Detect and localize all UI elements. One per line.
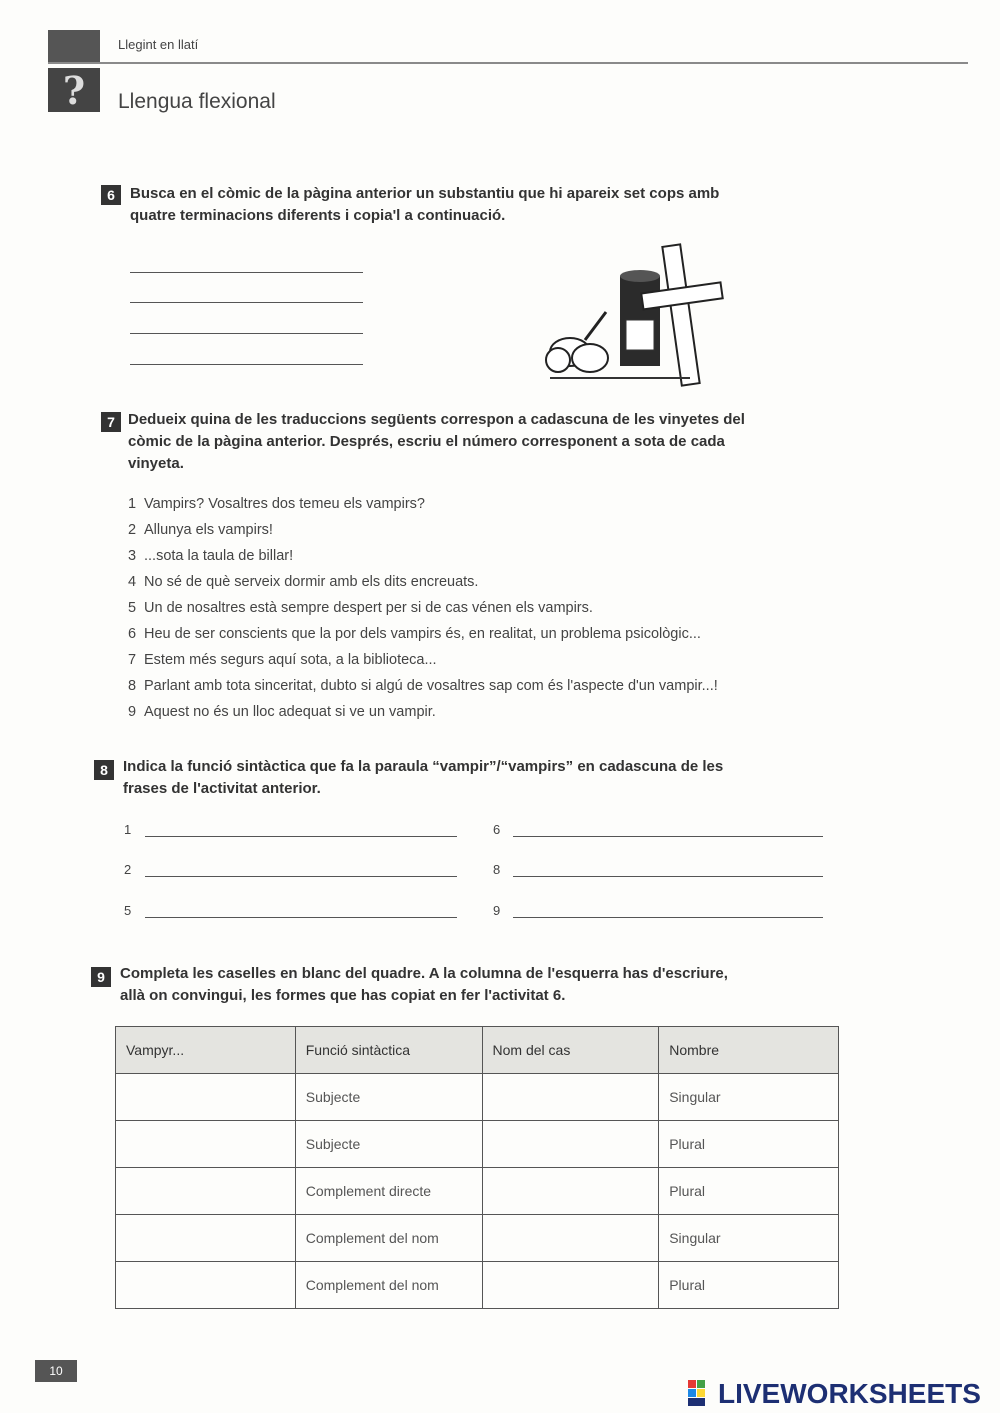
- question-7-line-1: Dedueix quina de les traduccions següents correspon a cadascuna de les vinyetes del: [128, 411, 745, 428]
- question-9-line-1: Completa les caselles en blanc del quadre. A la columna de l'esquerra has d'escriure,: [120, 965, 728, 982]
- svg-text:?: ?: [62, 68, 86, 112]
- vampyr-input-cell[interactable]: [116, 1215, 296, 1262]
- list-item: 8 Parlant amb tota sinceritat, dubto si algú de vosaltres sap com és l'aspecte d'un vampir...!: [128, 678, 718, 694]
- list-item: 6 Heu de ser conscients que la por dels vampirs és, en realitat, un problema psicològic...: [128, 626, 701, 642]
- question-9-text: [120, 963, 728, 1007]
- header-nombre: Nombre: [659, 1027, 839, 1074]
- answer-line-6-3[interactable]: [130, 333, 363, 334]
- blank-label: 8: [493, 862, 501, 877]
- list-item: 5 Un de nosaltres està sempre despert per si de cas vénen els vampirs.: [128, 600, 593, 616]
- header-vampyr: Vampyr...: [116, 1027, 296, 1074]
- answer-line-8-1[interactable]: [145, 836, 457, 837]
- funcio-cell: Complement directe: [295, 1168, 482, 1215]
- question-9-number: 9: [91, 967, 111, 987]
- question-mark-icon: [48, 68, 100, 112]
- question-6-number: 6: [101, 185, 121, 205]
- table-row: [116, 1215, 839, 1262]
- funcio-cell: Subjecte: [295, 1074, 482, 1121]
- table-row: [116, 1262, 839, 1309]
- blank-label: 6: [493, 822, 501, 837]
- question-8-number: 8: [94, 760, 114, 780]
- question-7-text: [128, 409, 745, 475]
- question-9-line-2: allà on convingui, les formes que has copiat en fer l'activitat 6.: [120, 987, 566, 1004]
- list-item: 2 Allunya els vampirs!: [128, 522, 273, 538]
- funcio-cell: Complement del nom: [295, 1215, 482, 1262]
- question-7-line-3: vinyeta.: [128, 455, 184, 472]
- question-8-line-1: Indica la funció sintàctica que fa la paraula “vampir”/“vampirs” en cadascuna de les: [123, 758, 724, 775]
- answer-line-8-6[interactable]: [513, 836, 823, 837]
- table-header-row: [116, 1027, 839, 1074]
- answer-line-8-9[interactable]: [513, 917, 823, 918]
- brand-name: LIVEWORKSHEETS: [718, 1378, 981, 1409]
- vampyr-input-cell[interactable]: [116, 1168, 296, 1215]
- answer-line-8-5[interactable]: [145, 917, 457, 918]
- blank-label: 1: [124, 822, 132, 837]
- cas-input-cell[interactable]: [482, 1121, 659, 1168]
- vampyr-input-cell[interactable]: [116, 1121, 296, 1168]
- question-8-text: [123, 756, 723, 800]
- blank-label: 5: [124, 903, 132, 918]
- funcio-cell: Complement del nom: [295, 1262, 482, 1309]
- list-item: 1 Vampirs? Vosaltres dos temeu els vampirs?: [128, 496, 425, 512]
- funcio-cell: Subjecte: [295, 1121, 482, 1168]
- nombre-cell: Singular: [659, 1074, 839, 1121]
- cases-table: [115, 1026, 839, 1309]
- cas-input-cell[interactable]: [482, 1074, 659, 1121]
- header-graphic: [48, 30, 100, 62]
- list-item: 3 ...sota la taula de billar!: [128, 548, 294, 564]
- answer-line-6-1[interactable]: [130, 272, 363, 273]
- cas-input-cell[interactable]: [482, 1168, 659, 1215]
- cas-input-cell[interactable]: [482, 1215, 659, 1262]
- vampyr-input-cell[interactable]: [116, 1074, 296, 1121]
- nombre-cell: Plural: [659, 1262, 839, 1309]
- answer-line-6-4[interactable]: [130, 364, 363, 365]
- page-number: 10: [35, 1360, 77, 1382]
- blank-label: 9: [493, 903, 501, 918]
- list-item: 4 No sé de què serveix dormir amb els dits encreuats.: [128, 574, 479, 590]
- table-row: [116, 1168, 839, 1215]
- liveworksheets-logo-icon: [688, 1380, 714, 1406]
- answer-line-8-8[interactable]: [513, 876, 823, 877]
- answer-line-6-2[interactable]: [130, 302, 363, 303]
- question-8-line-2: frases de l'activitat anterior.: [123, 780, 321, 797]
- list-item: 7 Estem més segurs aquí sota, a la biblioteca...: [128, 652, 437, 668]
- cas-input-cell[interactable]: [482, 1262, 659, 1309]
- question-6-line-2: quatre terminacions diferents i copia'l a continuació.: [130, 207, 506, 224]
- question-6-text: [130, 183, 719, 227]
- garlic-and-cross-icon: [540, 240, 740, 390]
- nombre-cell: Singular: [659, 1215, 839, 1262]
- nombre-cell: Plural: [659, 1121, 839, 1168]
- question-7-number: 7: [101, 412, 121, 432]
- book-title: Llegint en llatí: [118, 37, 199, 52]
- header-rule: [48, 62, 968, 64]
- list-item: 9 Aquest no és un lloc adequat si ve un vampir.: [128, 704, 436, 720]
- nombre-cell: Plural: [659, 1168, 839, 1215]
- blank-label: 2: [124, 862, 132, 877]
- question-7-line-2: còmic de la pàgina anterior. Després, escriu el número corresponent a sota de cada: [128, 433, 725, 450]
- header-funcio: Funció sintàctica: [295, 1027, 482, 1074]
- table-row: [116, 1074, 839, 1121]
- vampyr-input-cell[interactable]: [116, 1262, 296, 1309]
- answer-line-8-2[interactable]: [145, 876, 457, 877]
- table-row: [116, 1121, 839, 1168]
- header-cas: Nom del cas: [482, 1027, 659, 1074]
- question-6-line-1: Busca en el còmic de la pàgina anterior un substantiu que hi apareix set cops amb: [130, 185, 720, 202]
- section-title: Llengua flexional: [118, 90, 276, 113]
